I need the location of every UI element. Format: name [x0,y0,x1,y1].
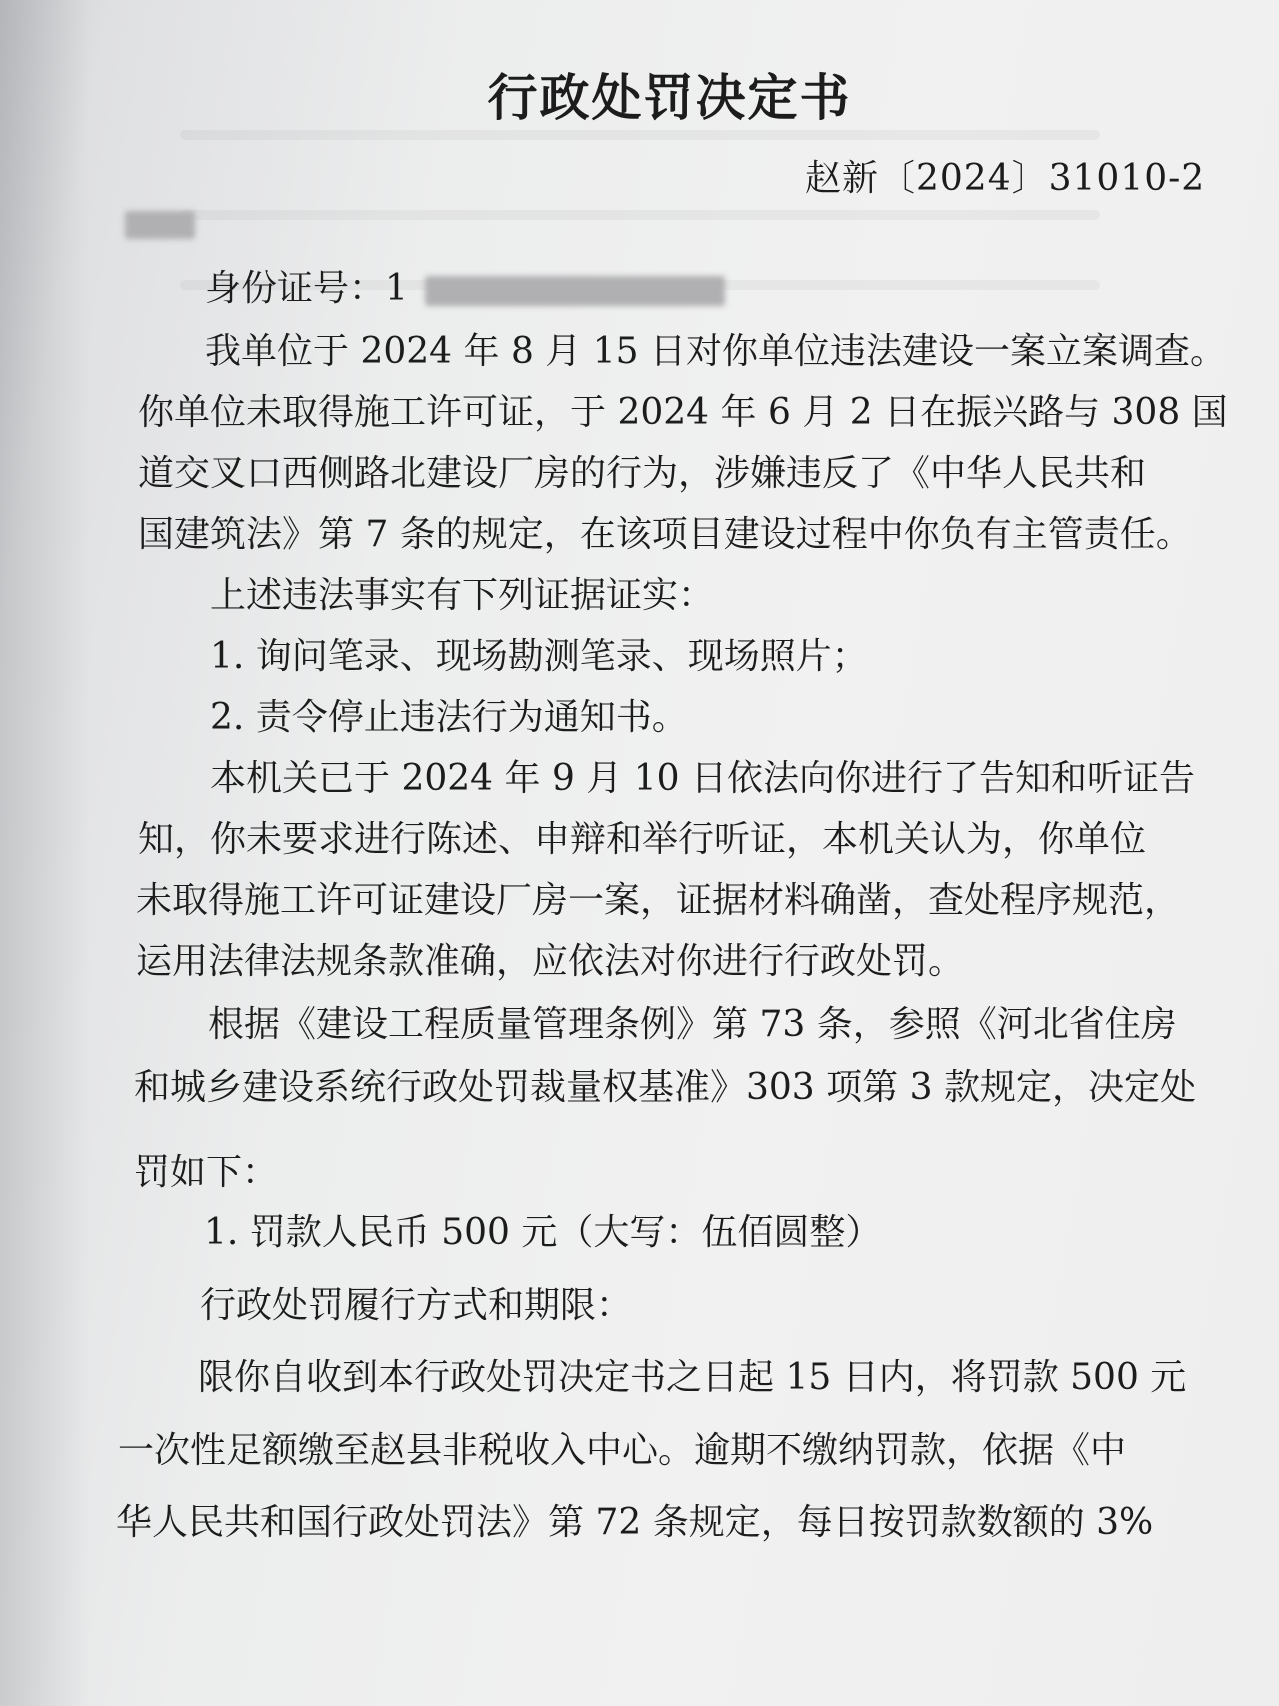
show-through-mark [180,210,1100,220]
body-line: 上述违法事实有下列证据证实： [210,575,715,616]
body-line: 我单位于 2024 年 8 月 15 日对你单位违法建设一案立案调查。 [205,331,1226,372]
redaction-block [125,211,195,239]
id-visible-prefix: 1 [385,268,408,309]
list-item: 1. 询问笔录、现场勘测笔录、现场照片； [210,636,868,677]
body-line: 国建筑法》第 7 条的规定，在该项目建设过程中你负有主管责任。 [138,514,1192,555]
document-title: 行政处罚决定书 [487,69,852,127]
show-through-mark [180,130,1100,140]
body-line: 和城乡建设系统行政处罚裁量权基准》303 项第 3 款规定，决定处 [134,1067,1196,1108]
document-number: 赵新〔2024〕31010-2 [805,158,1206,199]
id-number-line [205,266,725,312]
body-line: 你单位未取得施工许可证，于 2024 年 6 月 2 日在振兴路与 308 国 [138,392,1228,433]
body-line: 罚如下： [134,1152,279,1193]
body-line: 限你自收到本行政处罚决定书之日起 15 日内，将罚款 500 元 [198,1357,1187,1398]
list-item: 2. 责令停止违法行为通知书。 [210,697,688,738]
redaction-block [425,276,725,306]
body-line: 华人民共和国行政处罚法》第 72 条规定，每日按罚款数额的 3% [116,1502,1154,1543]
body-line: 道交叉口西侧路北建设厂房的行为，涉嫌违反了《中华人民共和 [138,453,1147,494]
body-line: 未取得施工许可证建设厂房一案，证据材料确凿，查处程序规范， [136,880,1181,921]
body-line: 运用法律法规条款准确，应依法对你进行行政处罚。 [136,941,965,982]
body-line: 本机关已于 2024 年 9 月 10 日依法向你进行了告知和听证告 [210,758,1195,799]
body-line: 根据《建设工程质量管理条例》第 73 条，参照《河北省住房 [208,1004,1177,1045]
body-line: 知，你未要求进行陈述、申辩和举行听证，本机关认为，你单位 [138,819,1147,860]
section-heading: 行政处罚履行方式和期限： [200,1285,633,1326]
list-item: 1. 罚款人民币 500 元（大写：伍佰圆整） [204,1212,882,1253]
page-edge-shadow [0,0,90,1706]
id-label: 身份证号： [205,268,386,309]
body-line: 一次性足额缴至赵县非税收入中心。逾期不缴纳罚款，依据《中 [118,1430,1127,1471]
redacted-name [125,200,195,246]
